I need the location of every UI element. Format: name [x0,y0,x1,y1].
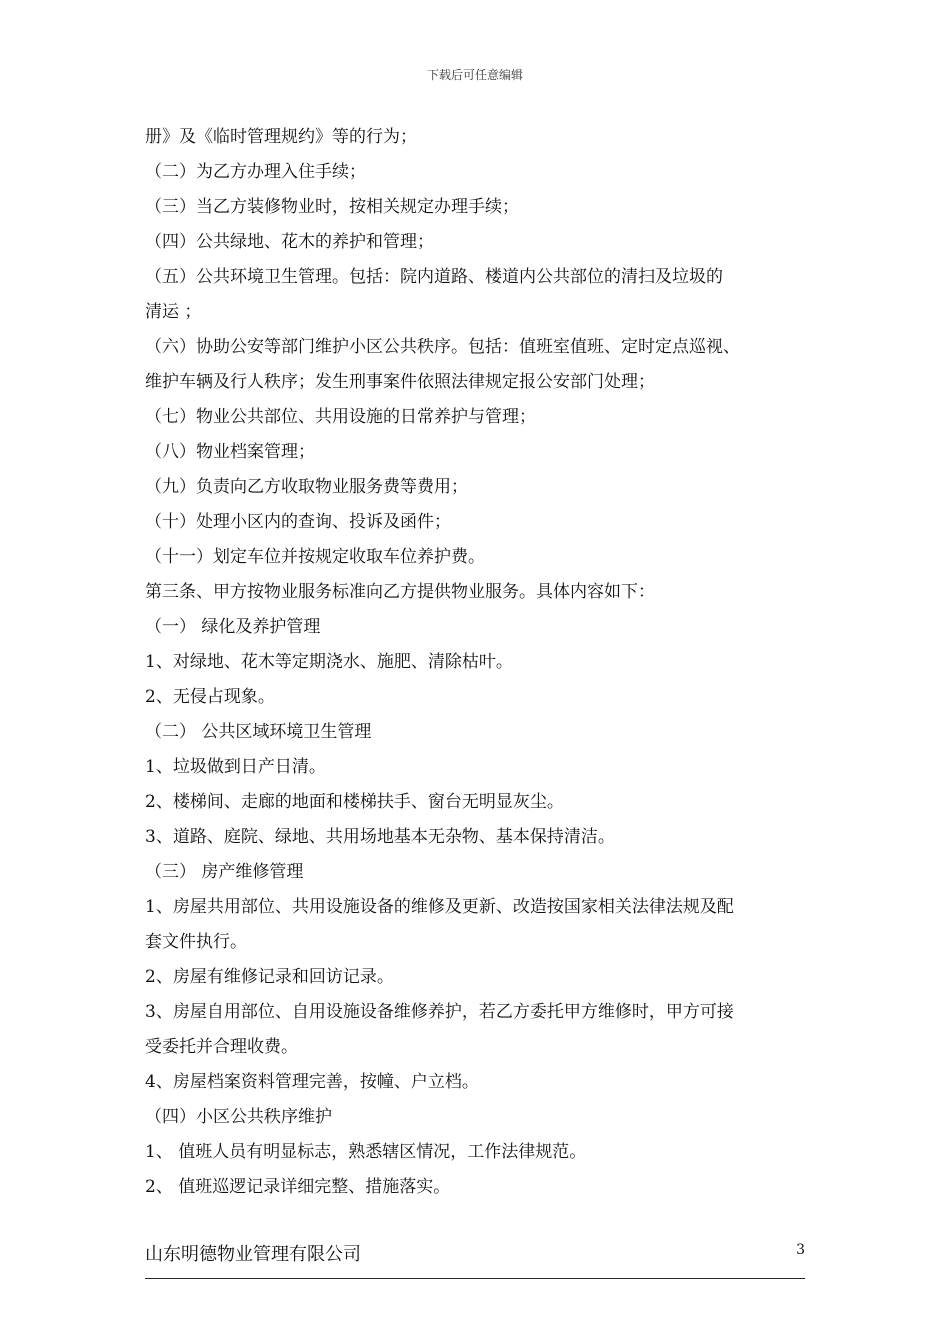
text-line: 1、垃圾做到日产日清。 [145,757,326,777]
page-header: 下载后可任意编辑 [426,68,523,82]
text-line: （四）小区公共秩序维护 [145,1107,332,1127]
text-line: 1、对绿地、花木等定期浇水、施肥、清除枯叶。 [145,652,513,672]
text-line: 受委托并合理收费。 [145,1037,298,1057]
text-line: 4、房屋档案资料管理完善，按幢、户立档。 [145,1072,479,1092]
page-footer [145,1240,805,1279]
text-line: （五）公共环境卫生管理。包括：院内道路、楼道内公共部位的清扫及垃圾的 [145,267,723,287]
text-line: 维护车辆及行人秩序；发生刑事案件依照法律规定报公安部门处理； [145,372,655,392]
text-line: 2、楼梯间、走廊的地面和楼梯扶手、窗台无明显灰尘。 [145,792,564,812]
text-line: （三）当乙方装修物业时，按相关规定办理手续； [145,197,519,217]
text-line: 2、房屋有维修记录和回访记录。 [145,967,394,987]
text-line: （四）公共绿地、花木的养护和管理； [145,232,434,252]
text-line: （七）物业公共部位、共用设施的日常养护与管理； [145,407,536,427]
text-line: （八）物业档案管理； [145,442,315,462]
text-line: 套文件执行。 [145,932,247,952]
text-line: （三） 房产维修管理 [145,862,304,882]
text-line: 1、 值班人员有明显标志，熟悉辖区情况，工作法律规范。 [145,1142,587,1162]
text-line: （十一）划定车位并按规定收取车位养护费。 [145,547,485,567]
text-line: 清运 ； [145,302,202,322]
text-line: （二） 公共区域环境卫生管理 [145,722,372,742]
text-line: 册》及《临时管理规约》等的行为； [145,127,417,147]
text-line: （二）为乙方办理入住手续； [145,162,366,182]
text-line: 3、房屋自用部位、自用设施设备维修养护，若乙方委托甲方维修时，甲方可接 [145,1002,734,1022]
text-line: （六）协助公安等部门维护小区公共秩序。包括：值班室值班、定时定点巡视、 [145,337,740,357]
text-line: （九）负责向乙方收取物业服务费等费用； [145,477,468,497]
text-line: 2、 值班巡逻记录详细完整、措施落实。 [145,1177,451,1197]
text-line: 3、道路、庭院、绿地、共用场地基本无杂物、基本保持清洁。 [145,827,615,847]
text-line: （十）处理小区内的查询、投诉及函件； [145,512,451,532]
footer-company-name: 山东明德物业管理有限公司 [145,1244,361,1265]
page-number: 3 [796,1242,805,1258]
document-body [145,120,810,1205]
text-line: 第三条、甲方按物业服务标准向乙方提供物业服务。具体内容如下： [145,582,655,602]
text-line: 2、无侵占现象。 [145,687,275,707]
text-line: （一） 绿化及养护管理 [145,617,321,637]
text-line: 1、房屋共用部位、共用设施设备的维修及更新、改造按国家相关法律法规及配 [145,897,734,917]
